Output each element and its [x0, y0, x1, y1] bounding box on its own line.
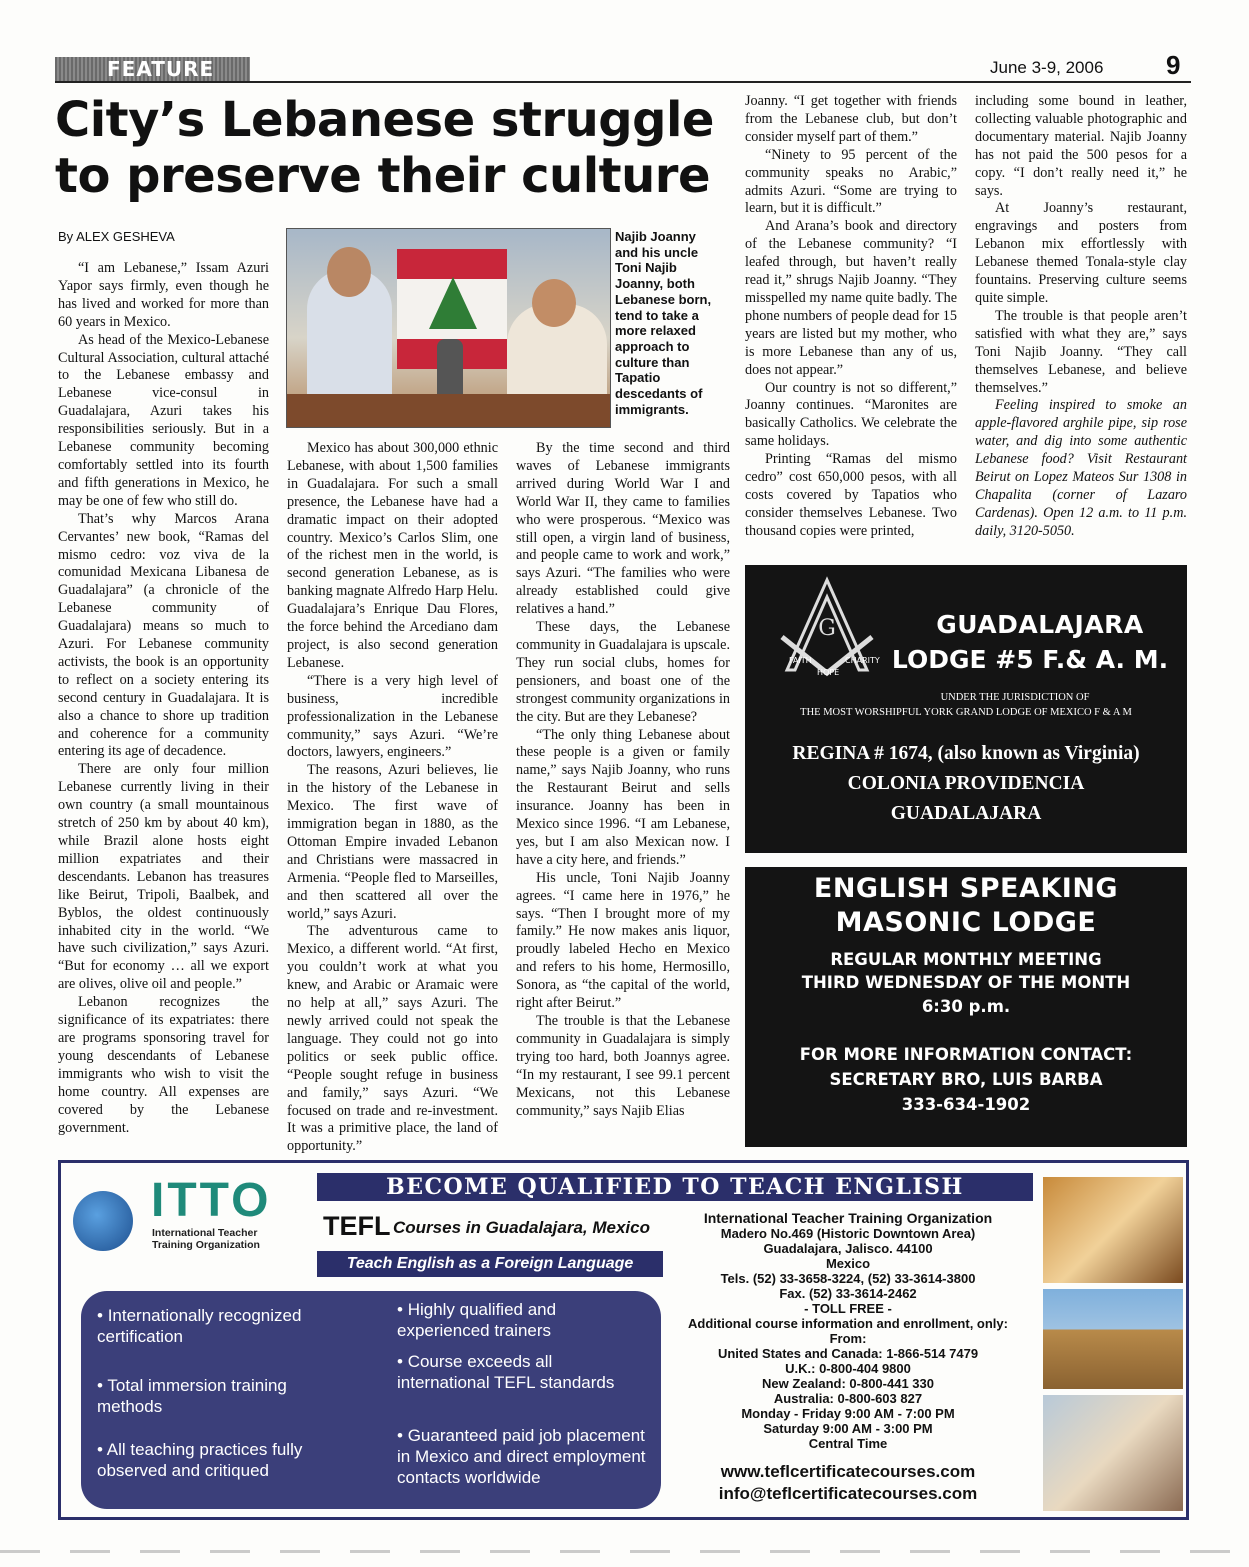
paragraph: The trouble is that people aren’t satisfied with what they are,” says Toni Najib Joanny. “They call themselves Lebanese, and believe themselves.” — [975, 307, 1187, 396]
paragraph: There are only four million Lebanese currently living in their own country (a small mountainous stretch of 250 km by about 40 km), while Brazil alone hosts eight million expatriates and their descendants. Lebanon has treasures like Beirut, Tripoli, Baalbek, and Byblos, the oldest continuously inhabited city in the world. “We have such civilization,” says Azuri. “But for economy … all we export are olives, olive oil and people.” — [58, 761, 269, 993]
org-name-line-2: Training Organization — [152, 1239, 260, 1251]
from-label: From: — [829, 1331, 867, 1346]
lodge-address-2: COLONIA PROVIDENCIA — [847, 773, 1085, 794]
paragraph: “I am Lebanese,” Issam Azuri Yapor says firmly, even though he has lived and worked for more than 60 years in Mexico. — [58, 260, 269, 330]
lodge-heading-1: ENGLISH SPEAKING — [813, 873, 1119, 904]
feature-item: • Course exceeds all international TEFL standards — [397, 1352, 615, 1392]
paragraph: The adventurous came to Mexico, a different world. “At first, you couldn’t work at what you knew, and Arabic or Aramaic were no help at all,” says Azuri. The newly arrived could not speak the language. They could not go into politics or seek public office. “People sought refuge in business and family,” says Azuri. “We focused on trade and re-investment. It was a primitive place, the land of opportunity.” — [287, 923, 498, 1155]
cathedral-photo — [1043, 1289, 1183, 1389]
square-compass-icon — [767, 575, 887, 685]
meeting-line-2: THIRD WEDNESDAY OF THE MONTH — [801, 973, 1131, 992]
itto-contact — [663, 1211, 1033, 1505]
teach-english-bar: Teach English as a Foreign Language — [317, 1251, 663, 1277]
feature-text: Internationally recognized certification — [97, 1306, 302, 1346]
article-column-1 — [58, 260, 269, 1137]
ad-divider — [745, 853, 1187, 867]
email-link[interactable]: info@teflcertificatecourses.com — [718, 1484, 978, 1503]
paragraph: And Arana’s book and directory of the Lebanese community? “I leafed through, but haven’t really read it,” shrugs Najib Joanny. “They misspelled my name quite badly. The phone numbers of people dead for 15 years are listed but my mother, who is more Lebanese than any of us, does not appear.” — [745, 218, 957, 378]
contact-phone: 333-634-1902 — [901, 1095, 1031, 1114]
meeting-time: 6:30 p.m. — [921, 997, 1011, 1016]
paragraph: That’s why Marcos Arana Cervantes’ new book, “Ramas del mismo cedro: voz viva de la comunidad Mexicana Libanesa de Guadalajara” (a chronicle of the Lebanese community of Guadalajara) means so much to Azuri. For Lebanese community activists, the book is an opportunity to reflect on a society entering its second century in Guadalajara. It is also a chance to shore up tradition and coherence for a community entering its age of decadence. — [58, 510, 269, 760]
paragraph: “Ninety to 95 percent of the community speaks no Arabic,” admits Azuri. “Some are trying to learn, but it is difficult.” — [745, 146, 957, 217]
issue-date: June 3-9, 2006 — [990, 58, 1104, 77]
lodge-address-1: REGINA # 1674, (also known as Virginia) — [792, 743, 1140, 764]
lodge-heading-2: MASONIC LODGE — [835, 907, 1097, 938]
contact-address-2: Guadalajara, Jalisco. 44100 — [763, 1241, 933, 1256]
emblem-word: CHARITY — [845, 656, 880, 665]
feature-text: Course exceeds all international TEFL standards — [397, 1352, 615, 1392]
tefl-subtitle: Courses in Guadalajara, Mexico — [393, 1218, 650, 1237]
paragraph: At Joanny’s restaurant, engravings and posters from Lebanon mix effortlessly with Lebanese themed Tonala-style clay fountains. Preserving culture seems quite simple. — [975, 200, 1187, 306]
contact-line-2: SECRETARY BRO, LUIS BARBA — [829, 1070, 1103, 1089]
feature-text: Total immersion training methods — [97, 1376, 287, 1416]
org-name-line-1: International Teacher — [152, 1227, 258, 1239]
paragraph: Mexico has about 300,000 ethnic Lebanese, with about 1,500 families in Guadalajara. For such a small presence, the Lebanese have had a dramatic impact on their adopted country. Mexico’s Carlos Slim, one of the richest men in the world, is second generation Lebanese, as is banking magnate Alfredo Harp Helu. Guadalajara’s Enrique Dau Flores, the force behind the Arcediano dam project, is also second generation Lebanese. — [287, 440, 498, 671]
paragraph: Lebanon recognizes the significance of its expatriates: there are programs sponsoring travel for young descendants of Lebanese immigrants who wish to visit the home country. All expenses are covered by the Lebanese government. — [58, 994, 269, 1136]
contact-org: International Teacher Training Organization — [703, 1210, 993, 1226]
phone-us-canada: United States and Canada: 1-866-514 7479 — [717, 1346, 979, 1361]
emblem-word: FAITH — [789, 656, 812, 665]
contact-fax: Fax. (52) 33-3614-2462 — [779, 1286, 917, 1301]
feature-text: Highly qualified and experienced trainers — [397, 1300, 557, 1340]
article-column-3 — [516, 440, 730, 1120]
feature-text: Guaranteed paid job placement in Mexico and direct employment contacts worldwide — [397, 1426, 646, 1487]
paragraph: The trouble is that the Lebanese community in Guadalajara is simply trying too hard, both Joannys agree. “In my restaurant, I see 99.1 percent Mexicans, not this Lebanese community,” says Najib Elias — [516, 1013, 730, 1119]
jurisdiction-line-2: THE MOST WORSHIPFUL YORK GRAND LODGE OF MEXICO F & A M — [800, 707, 1132, 718]
paragraph: By the time second and third waves of Lebanese immigrants arrived during World War I and World War II, they came to families who were prosperous. “Mexico was still open, a virgin land of business, and people came to work and work,” says Azuri. “The families who were already established could give relatives a hand.” — [516, 440, 730, 618]
person-head — [327, 247, 371, 297]
paragraph: His uncle, Toni Najib Joanny agrees. “I came here in 1976,” he says. “Then I brought more of my family.” He now makes anis liquor, proudly labeled Hecho en Mexico and refers to his home, Hermosillo, Sonora, as “the capital of the world, right after Beirut.” — [516, 869, 730, 1012]
paragraph: Our country is not so different,” Joanny continues. “Maronites are basically Catholics. We celebrate the same holidays. — [745, 379, 957, 450]
classroom-photo — [1043, 1395, 1183, 1511]
byline: By ALEX GESHEVA — [58, 229, 175, 244]
page-edge — [0, 1550, 1249, 1553]
students-photo — [1043, 1177, 1183, 1283]
lodge-title-1: GUADALAJARA — [936, 610, 1144, 639]
phone-nz: New Zealand: 0-800-441 330 — [762, 1376, 934, 1391]
phone-uk: U.K.: 0-800-404 9800 — [785, 1361, 911, 1376]
ad-banner: BECOME QUALIFIED TO TEACH ENGLISH — [317, 1173, 1033, 1201]
website-link[interactable]: www.teflcertificatecourses.com — [720, 1462, 976, 1481]
feature-item: • Guaranteed paid job placement in Mexico and direct employment contacts worldwide — [397, 1426, 646, 1487]
hours-saturday: Saturday 9:00 AM - 3:00 PM — [763, 1421, 933, 1436]
paragraph: Joanny. “I get together with friends from the Lebanese club, but don’t consider myself part of them.” — [745, 93, 957, 145]
globe-icon — [73, 1191, 133, 1251]
article-column-5 — [975, 93, 1187, 541]
phone-au: Australia: 0-800-603 827 — [773, 1391, 923, 1406]
header-rule — [55, 81, 1191, 83]
person-head — [532, 279, 576, 327]
restaurant-info: Feeling inspired to smoke an apple-flavored arghile pipe, sip rose water, and dig into some authentic Lebanese food? Visit Restaurant Beirut on Lopez Mateos Sur 1308 in Chapalita (corner of Lazaro Cardenas). Open 12 a.m. to 11 p.m. daily, 3120-5050. — [975, 397, 1187, 539]
paragraph: The reasons, Azuri believes, lie in the history of the Lebanese in Mexico. The first wave of immigration began in 1880, as the Ottoman Empire invaded Lebanon and Christians were massacred in Armenia. “People fled to Marseilles, and then scattered all over the world,” says Azuri. — [287, 762, 498, 922]
article-column-2 — [287, 440, 498, 1156]
article-photo — [286, 228, 611, 428]
headline — [55, 92, 745, 204]
feature-item: • All teaching practices fully observed and critiqued — [97, 1440, 303, 1480]
svg-text:G: G — [818, 616, 836, 641]
paragraph: “The only thing Lebanese about these people is a given or family name,” says Najib Joanny, who runs the Restaurant Beirut and sells insurance. Joanny has been in Mexico since 1996. “I am Lebanese, yes, but I am also Mexican now. I have a city here, and friends.” — [516, 726, 730, 868]
emblem-word: HOPE — [817, 668, 840, 677]
features-box — [81, 1291, 661, 1509]
page-number: 9 — [1166, 50, 1181, 80]
itto-ad — [58, 1160, 1189, 1520]
article-column-4 — [745, 93, 957, 541]
lodge-title-2: LODGE #5 F.& A. M. — [891, 645, 1169, 674]
photo-caption: Najib Joanny and his uncle Toni Najib Joanny, both Lebanese born, tend to take a more relaxed approach to culture than Tapatio descedants of immigrants. — [615, 229, 712, 417]
lodge-address-3: GUADALAJARA — [890, 803, 1042, 824]
headline-line-1: City’s Lebanese struggle — [55, 92, 714, 148]
paragraph: As head of the Mexico-Lebanese Cultural Association, cultural attaché to the Lebanese embassy and Lebanese vice-consul in Guadalajara, Azuri takes his responsibilities seriously. But in a Lebanese community becoming comfortably settled into its fourth and fifth generations in Mexico, he may be one of few who still do. — [58, 331, 269, 509]
contact-address-1: Madero No.469 (Historic Downtown Area) — [720, 1226, 976, 1241]
itto-logo: ITTO — [151, 1174, 272, 1227]
time-zone: Central Time — [808, 1436, 888, 1451]
hours-weekday: Monday - Friday 9:00 AM - 7:00 PM — [741, 1406, 955, 1421]
feature-item: • Total immersion training methods — [97, 1376, 287, 1416]
contact-tels: Tels. (52) 33-3658-3224, (52) 33-3614-3800 — [720, 1271, 976, 1286]
feature-text: All teaching practices fully observed and critiqued — [97, 1440, 303, 1480]
contact-line-1: FOR MORE INFORMATION CONTACT: — [799, 1045, 1133, 1064]
meeting-line-1: REGULAR MONTHLY MEETING — [830, 950, 1102, 969]
paragraph: “There is a very high level of business, incredible professionalization in the Lebanese community,” says Azuri. “We’re doctors, lawyers, engineers.” — [287, 672, 498, 761]
headline-line-2: to preserve their culture — [55, 148, 710, 204]
masonic-lodge-ad — [745, 565, 1187, 1147]
table-image — [287, 394, 610, 427]
paragraph: These days, the Lebanese community in Guadalajara is upscale. They run social clubs, homes for pensioners, and boast one of the strongest community organizations in the city. But are they Lebanese? — [516, 619, 730, 725]
contact-address-3: Mexico — [825, 1256, 871, 1271]
tefl-label: TEFL — [323, 1211, 391, 1241]
section-kicker: FEATURE — [55, 57, 250, 81]
cedar-icon — [429, 277, 477, 329]
paragraph: Printing “Ramas del mismo cedro” cost 650,000 pesos, with all costs covered by Tapatios who consider themselves Lebanese. Two thousand copies were printed, — [745, 451, 957, 539]
feature-item: • Highly qualified and experienced trainers — [397, 1300, 557, 1340]
jurisdiction-line-1: UNDER THE JURISDICTION OF — [940, 692, 1090, 703]
paragraph: including some bound in leather, collecting valuable photographic and documentary material. Najib Joanny has not paid the 500 pesos for a copy. “I don’t really need it,” he says. — [975, 93, 1187, 199]
feature-item: • Internationally recognized certification — [97, 1306, 302, 1346]
additional-info: Additional course information and enrollment, only: — [688, 1316, 1008, 1331]
toll-free: - TOLL FREE - — [804, 1301, 892, 1316]
